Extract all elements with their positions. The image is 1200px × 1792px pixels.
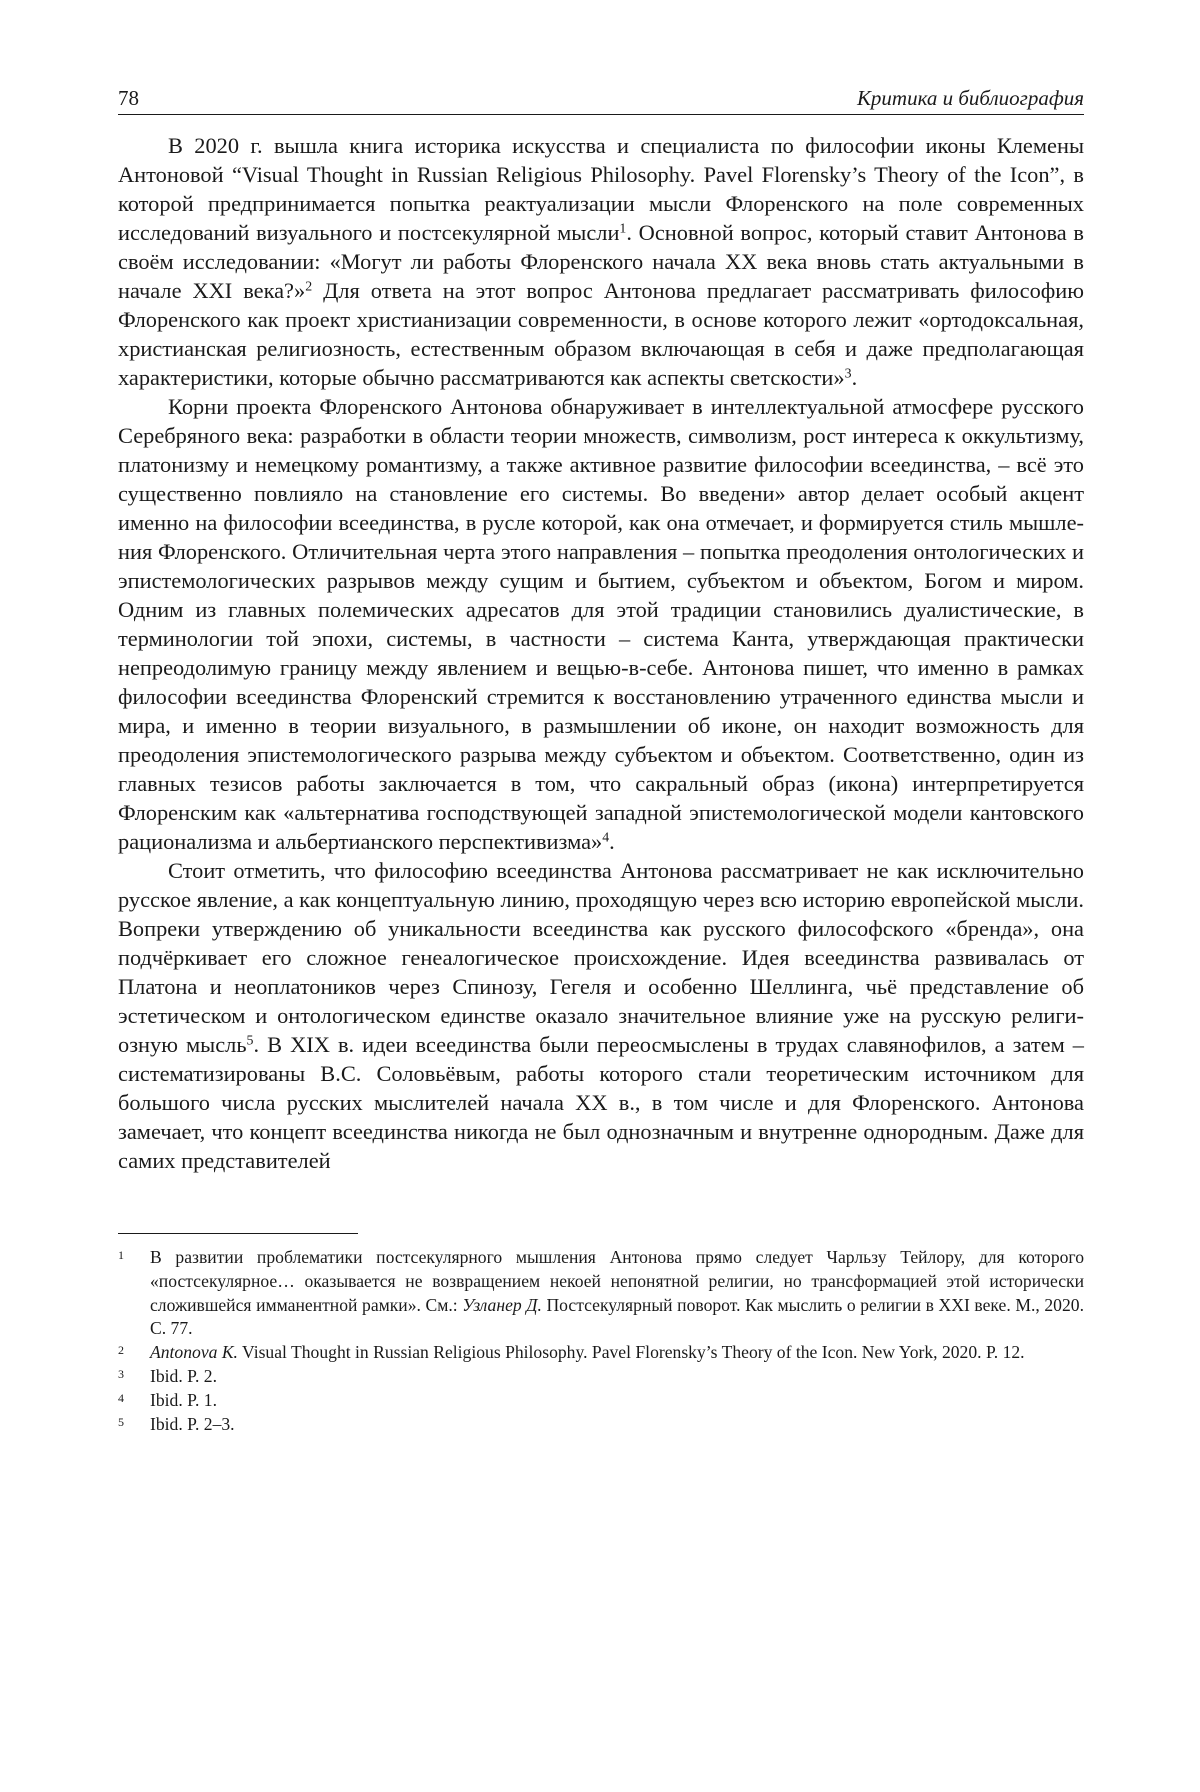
footnote-ref: 5 <box>246 1033 254 1049</box>
footnote-text <box>150 1341 1084 1365</box>
footnote-text: Ibid. P. 2–3. <box>150 1413 235 1434</box>
footnote <box>118 1341 1084 1365</box>
text-run: Для ответа на этот вопрос Антонова предлагает рассматривать философию Флоренского как проект христианизации современности, в основе которого лежит «ортодоксальная, христианская религиозность, естественным образом включающая в себя и даже предполагающая характеристики, которые обычно рассматриваются как аспекты светскости» <box>118 278 1085 390</box>
text-run: . В XIX в. идеи всеединства были переосмыслены в трудах славянофилов, а затем – систематизированы В.С. Соловьёвым, работы которого стали теоретическим источником для большого числа русских мыслителей начала XX в., в том числе и для Флоренского. Антонова замечает, что концепт всеединства никогда не был однозначным и внутренне однородным. Даже для самих представителей <box>118 1032 1084 1173</box>
footnote-text: Ibid. P. 1. <box>150 1389 217 1410</box>
footnote-divider <box>118 1233 358 1234</box>
footnote <box>118 1365 1084 1389</box>
body-text <box>118 131 1084 1175</box>
text-run: Корни проекта Флоренского Антонова обнаруживает в интеллектуальной атмосфере русского Серебряного века: разработки в области теории множеств, символизм, рост интереса к оккультизму, платонизму и немецкому романтизму, а также активное развитие философии всеединства, – всё это существенно повлияло на становление его системы. Во введени» автор делает особый акцент именно на философии всеединства, в русле которой, как она отмечает, и формируется стиль мышления Флоренского. Отличительная черта этого направления – попытка преодоления онтологических и эпистемологических разрывов между сущим и бытием, субъектом и объектом, Богом и миром. Одним из главных полемических адресатов для этой традиции становились дуалистические, в терминологии той эпохи, системы, в частности – система Канта, утверждающая практически непреодолимую границу между явлением и вещью-в-себе. Антонова пишет, что именно в рамках философии всеединства Флоренский стремится к восстановлению утраченного единства мысли и мира, и именно в теории визуального, в размышлении об иконе, он находит возможность для преодоления эпистемологического разрыва между субъектом и объектом. Соответственно, один из главных тезисов работы заключается в том, что сакральный образ (икона) интерпретируется Флоренским как «альтернатива господствующей западной эпистемологической модели кантовского рационализма и альбертианского перспективизма» <box>118 394 1084 854</box>
text-run: . Основной вопрос, который ставит Антонова в своём исследовании: «Могут ли работы Флоренского начала XX века вновь стать актуальными в начале XXI века?» <box>118 220 1084 303</box>
footnote <box>118 1413 1084 1437</box>
footnotes <box>118 1246 1084 1436</box>
footnote <box>118 1389 1084 1413</box>
author-name: Узланер Д. <box>462 1294 542 1315</box>
section-title: Критика и библиография <box>856 86 1084 110</box>
text-run: В развитии проблематики постсекулярного мышления Антонова прямо следует Чарльзу Тейлору, для которого «постсекулярное… оказывается не возвращением некоей непонятной религии, но трансформацией этой исторически сложившейся имманентной рамки». См.: <box>150 1247 1084 1315</box>
footnote <box>118 1246 1084 1341</box>
footnote-number: 2 <box>118 1343 124 1358</box>
footnote-number: 3 <box>118 1366 124 1381</box>
text-run: Visual Thought in Russian Religious Philosophy. Pavel Florensky’s Theory of the Icon. New York, 2020. P. 12. <box>237 1342 1025 1363</box>
author-name: Antonova K. <box>150 1342 238 1363</box>
footnote-ref: 2 <box>305 279 313 295</box>
footnote-number: 4 <box>118 1390 124 1405</box>
page-number: 78 <box>118 86 139 110</box>
page <box>118 86 1084 1436</box>
footnote-text: Ibid. P. 2. <box>150 1365 217 1386</box>
footnote-ref: 3 <box>844 366 852 382</box>
text-run: В 2020 г. вышла книга историка искусства и специалиста по философии иконы Клемены Антоновой “Visual Thought in Russian Religious Philosophy. Pavel Florensky’s Theory of the Icon”, в которой предпринимается попытка реактуализации мысли Флоренского на поле современных исследований визуального и постсекулярной мысли <box>118 133 1084 245</box>
paragraph <box>118 392 1084 856</box>
text-run: Стоит отметить, что философию всеединства Антонова рассматривает не как исключительно русское явление, а как концептуальную линию, проходящую через всю историю европейской мысли. Вопреки утверждению об уникальности всеединства как русского философского «бренда», она подчёркивает его сложное генеалогическое происхождение. Идея всеединства развивалась от Платона и неоплатоников через Спинозу, Гегеля и особенно Шеллинга, чьё представление об эстетическом и онтологическом единстве оказало значительное влияние уже на русскую религиозную мысль <box>118 858 1084 1057</box>
running-header <box>118 86 1084 115</box>
footnote-ref: 4 <box>602 830 610 846</box>
footnote-number: 1 <box>118 1248 124 1262</box>
paragraph <box>118 131 1084 392</box>
text-run: Постсекулярный поворот. Как мыслить о религии в XXI веке. М., 2020. С. 77. <box>150 1294 1084 1339</box>
footnote-number: 5 <box>118 1414 124 1429</box>
footnote-text <box>150 1246 1084 1341</box>
text-run: . <box>851 365 858 390</box>
paragraph <box>118 856 1084 1175</box>
footnote-ref: 1 <box>619 221 627 237</box>
text-run: . <box>609 829 615 854</box>
